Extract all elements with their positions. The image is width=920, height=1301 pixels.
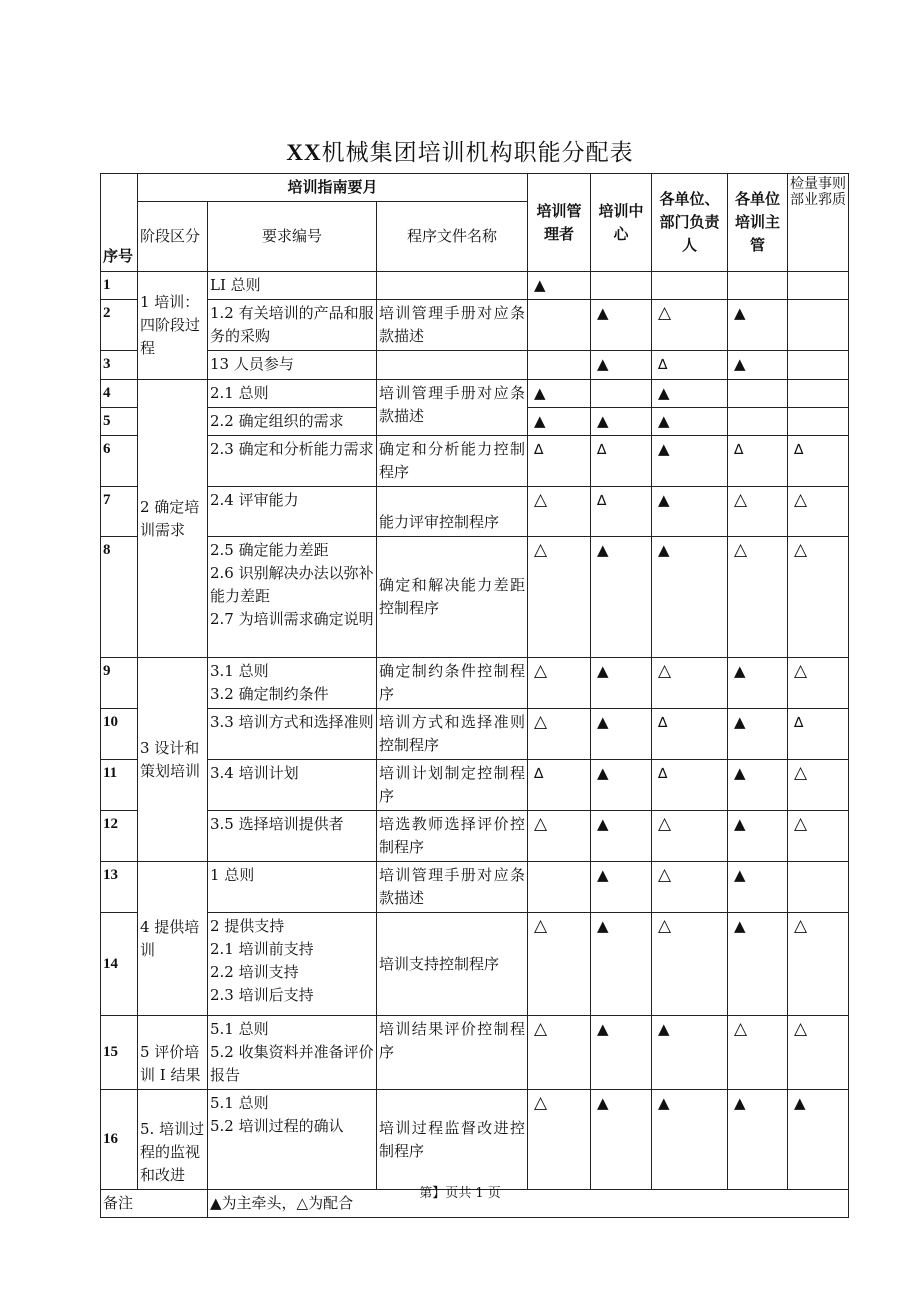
responsibility-cell	[652, 1090, 728, 1190]
responsibility-trainer-manager: △	[534, 661, 548, 681]
requirement-cell	[208, 862, 377, 913]
responsibility-unit-head: ∆	[658, 357, 668, 373]
requirement-item: 3.4 培训计划	[210, 764, 299, 782]
requirement-cell	[208, 658, 377, 709]
document-title	[0, 134, 920, 167]
requirement-item: 3.3 培训方式和选择准则	[210, 713, 374, 731]
requirement-cell	[208, 300, 377, 351]
table-row	[101, 351, 849, 380]
table-row	[101, 436, 849, 487]
responsibility-cell	[591, 1016, 652, 1090]
requirement-item: LI 总则	[210, 276, 261, 294]
responsibility-cell	[528, 300, 591, 351]
responsibility-unit-training-supervisor: ▲	[734, 764, 746, 782]
requirement-item: 13 人员参与	[210, 355, 294, 373]
responsibility-cell	[788, 537, 849, 658]
responsibility-cell	[591, 658, 652, 709]
responsibility-training-center: ▲	[597, 1094, 609, 1112]
header-role-5: 检量事则部业郛质	[788, 174, 849, 272]
row-number: 1	[101, 272, 138, 300]
responsibility-cell	[728, 537, 788, 658]
row-number: 4	[101, 380, 138, 408]
responsibility-cell	[591, 1090, 652, 1190]
responsibility-cell	[728, 658, 788, 709]
responsibility-unit-head: △	[658, 303, 672, 323]
row-number: 13	[101, 862, 138, 913]
responsibility-cell	[728, 709, 788, 760]
responsibility-training-center: ▲	[597, 917, 609, 935]
requirement-cell	[208, 913, 377, 1016]
responsibility-unit-head: ▲	[658, 412, 670, 430]
responsibility-cell	[652, 709, 728, 760]
requirement-item: 2.6 识别解决办法以弥补能力差距	[210, 564, 374, 605]
requirement-cell	[208, 811, 377, 862]
responsibility-cell	[788, 862, 849, 913]
requirement-item: 2.7 为培训需求确定说明	[210, 610, 374, 628]
row-number: 12	[101, 811, 138, 862]
responsibility-unit-head: ▲	[658, 541, 670, 559]
requirement-item: 2.5 确定能力差距	[210, 541, 329, 559]
responsibility-trainer-manager: ∆	[534, 766, 544, 782]
responsibility-training-center: ∆	[597, 442, 607, 458]
requirement-cell	[208, 760, 377, 811]
responsibility-training-center: ▲	[597, 412, 609, 430]
table-row	[101, 862, 849, 913]
responsibility-training-center: ▲	[597, 541, 609, 559]
stage-s2: 2 确定培训需求	[138, 380, 208, 658]
responsibility-cell	[728, 300, 788, 351]
document-name-cell	[377, 272, 528, 300]
responsibility-cell	[528, 380, 591, 408]
table-row	[101, 1090, 849, 1190]
responsibility-cell	[528, 658, 591, 709]
requirement-item: 5.1 总则	[210, 1020, 269, 1038]
responsibility-unit-training-supervisor: ▲	[734, 1094, 746, 1112]
responsibility-unit-training-supervisor: △	[734, 540, 748, 560]
responsibility-quality-dept: △	[794, 540, 808, 560]
responsibility-quality-dept: △	[794, 814, 808, 834]
responsibility-trainer-manager: △	[534, 916, 548, 936]
responsibility-unit-head: ∆	[658, 715, 668, 731]
row-number: 14	[101, 913, 138, 1016]
responsibility-cell	[528, 913, 591, 1016]
responsibility-unit-training-supervisor: ▲	[734, 355, 746, 373]
title-text: 机械集团培训机构职能分配表	[321, 140, 634, 166]
document-name-cell: 培训管理手册对应条款描述	[377, 380, 528, 436]
responsibility-trainer-manager: ∆	[534, 442, 544, 458]
responsibility-quality-dept: ▲	[794, 1094, 806, 1112]
responsibility-training-center: ▲	[597, 662, 609, 680]
responsibility-cell	[788, 436, 849, 487]
responsibility-trainer-manager: △	[534, 1093, 548, 1113]
responsibility-cell	[652, 436, 728, 487]
header-role-4: 各单位培训主管	[728, 174, 788, 272]
responsibility-training-center: ▲	[597, 815, 609, 833]
responsibility-cell	[528, 537, 591, 658]
responsibility-quality-dept: △	[794, 490, 808, 510]
responsibility-unit-head: ▲	[658, 491, 670, 509]
responsibility-training-center: ▲	[597, 1020, 609, 1038]
requirement-item: 5.1 总则	[210, 1094, 269, 1112]
responsibility-cell	[652, 760, 728, 811]
requirement-item: 3.2 确定制约条件	[210, 685, 329, 703]
requirement-cell	[208, 709, 377, 760]
table-row	[101, 272, 849, 300]
row-number: 8	[101, 537, 138, 658]
responsibility-trainer-manager: △	[534, 490, 548, 510]
responsibility-cell	[652, 537, 728, 658]
requirement-item: 2.2 确定组织的需求	[210, 412, 344, 430]
responsibility-training-center: ▲	[597, 355, 609, 373]
responsibility-trainer-manager: ▲	[534, 412, 546, 430]
responsibility-training-center: ▲	[597, 764, 609, 782]
responsibility-cell	[788, 760, 849, 811]
responsibility-training-center: ∆	[597, 493, 607, 509]
row-number: 11	[101, 760, 138, 811]
document-name-cell: 培训支持控制程序	[377, 913, 528, 1016]
responsibility-cell	[652, 658, 728, 709]
responsibility-cell	[652, 380, 728, 408]
requirement-item: 2.3 培训后支持	[210, 986, 314, 1004]
requirement-item: 2 提供支持	[210, 917, 285, 935]
responsibility-unit-head: △	[658, 661, 672, 681]
header-doc: 程序文件名称	[377, 202, 528, 272]
responsibility-cell	[652, 272, 728, 300]
responsibility-cell	[788, 351, 849, 380]
responsibility-training-center: ▲	[597, 713, 609, 731]
responsibility-cell	[652, 300, 728, 351]
responsibility-cell	[728, 272, 788, 300]
requirement-item: 2.4 评审能力	[210, 491, 299, 509]
responsibility-cell	[728, 1090, 788, 1190]
responsibility-cell	[788, 408, 849, 436]
requirement-cell	[208, 380, 377, 408]
document-name-cell: 确定和分析能力控制程序	[377, 436, 528, 487]
responsibility-cell	[788, 300, 849, 351]
responsibility-cell	[788, 913, 849, 1016]
responsibility-trainer-manager: △	[534, 814, 548, 834]
responsibility-cell	[652, 913, 728, 1016]
responsibility-trainer-manager: △	[534, 540, 548, 560]
document-name-cell: 确定和解决能力差距控制程序	[377, 537, 528, 658]
responsibility-cell	[528, 709, 591, 760]
responsibility-training-center: ▲	[597, 866, 609, 884]
requirement-item: 3.1 总则	[210, 662, 269, 680]
document-name-cell: 培训结果评价控制程序	[377, 1016, 528, 1090]
requirement-cell	[208, 272, 377, 300]
table-row	[101, 760, 849, 811]
requirement-item: 2.2 培训支持	[210, 963, 299, 981]
row-number: 5	[101, 408, 138, 436]
page-footer: 第】页共 1 页	[419, 1186, 501, 1201]
document-name-cell: 培训计划制定控制程序	[377, 760, 528, 811]
responsibility-unit-training-supervisor: ▲	[734, 304, 746, 322]
header-role-3: 各单位、部门负责人	[652, 174, 728, 272]
row-number: 9	[101, 658, 138, 709]
header-seq: 序号	[101, 174, 138, 272]
responsibility-unit-head: ∆	[658, 766, 668, 782]
responsibility-cell	[652, 811, 728, 862]
responsibility-trainer-manager: △	[534, 712, 548, 732]
stage-s1: 1 培训：四阶段过程	[138, 272, 208, 380]
requirement-item: 2.1 总则	[210, 384, 269, 402]
responsibility-cell	[591, 408, 652, 436]
requirement-cell	[208, 408, 377, 436]
responsibility-cell	[591, 436, 652, 487]
responsibility-cell	[652, 351, 728, 380]
responsibility-unit-training-supervisor: ▲	[734, 662, 746, 680]
row-number: 7	[101, 487, 138, 537]
responsibility-cell	[788, 487, 849, 537]
responsibility-unit-training-supervisor: ▲	[734, 815, 746, 833]
remark-label: 备注	[101, 1190, 208, 1218]
responsibility-cell	[528, 487, 591, 537]
header-role-1: 培训管理者	[528, 174, 591, 272]
requirement-cell	[208, 1090, 377, 1190]
stage-s4: 4 提供培训	[138, 862, 208, 1016]
stage-s5: 5 评价培训 I 结果	[138, 1016, 208, 1090]
table-row	[101, 709, 849, 760]
requirement-item: 5.2 收集资料并准备评价报告	[210, 1043, 374, 1084]
responsibility-cell	[591, 272, 652, 300]
requirement-item: 2.3 确定和分析能力需求	[210, 440, 374, 458]
header-stage: 阶段区分	[138, 202, 208, 272]
header-role-2: 培训中心	[591, 174, 652, 272]
responsibility-cell	[528, 351, 591, 380]
responsibility-cell	[591, 351, 652, 380]
remark-text: ▲为主牵头，△为配合	[208, 1190, 849, 1218]
responsibility-trainer-manager: △	[534, 1019, 548, 1039]
responsibility-unit-training-supervisor: △	[734, 490, 748, 510]
responsibility-cell	[728, 380, 788, 408]
responsibility-cell	[652, 487, 728, 537]
requirement-item: 5.2 培训过程的确认	[210, 1117, 344, 1135]
responsibility-cell	[591, 487, 652, 537]
responsibility-cell	[728, 408, 788, 436]
responsibility-cell	[652, 862, 728, 913]
requirement-cell	[208, 351, 377, 380]
responsibility-cell	[528, 408, 591, 436]
row-number: 6	[101, 436, 138, 487]
responsibility-cell	[728, 862, 788, 913]
responsibility-unit-training-supervisor: ▲	[734, 917, 746, 935]
row-number: 3	[101, 351, 138, 380]
header-req: 要求编号	[208, 202, 377, 272]
responsibility-quality-dept: △	[794, 661, 808, 681]
responsibility-training-center: ▲	[597, 304, 609, 322]
table-row	[101, 913, 849, 1016]
responsibility-cell	[652, 408, 728, 436]
responsibility-unit-training-supervisor: △	[734, 1019, 748, 1039]
responsibility-unit-head: ▲	[658, 440, 670, 458]
requirement-cell	[208, 436, 377, 487]
responsibility-cell	[728, 436, 788, 487]
document-name-cell: 培训管理手册对应条款描述	[377, 862, 528, 913]
requirement-cell	[208, 1016, 377, 1090]
table-row	[101, 380, 849, 408]
responsibility-cell	[591, 300, 652, 351]
responsibility-cell	[728, 760, 788, 811]
requirement-cell	[208, 487, 377, 537]
responsibility-cell	[728, 351, 788, 380]
row-number: 15	[101, 1016, 138, 1090]
responsibility-cell	[788, 658, 849, 709]
row-number: 16	[101, 1090, 138, 1190]
responsibility-cell	[591, 811, 652, 862]
responsibility-cell	[528, 760, 591, 811]
document-name-cell: 培选教师选择评价控制程序	[377, 811, 528, 862]
document-name-cell: 培训过程监督改进控制程序	[377, 1090, 528, 1190]
responsibility-cell	[591, 760, 652, 811]
requirement-item: 1.2 有关培训的产品和服务的采购	[210, 304, 374, 345]
responsibility-cell	[788, 811, 849, 862]
responsibility-quality-dept: ∆	[794, 442, 804, 458]
responsibility-cell	[788, 380, 849, 408]
responsibility-cell	[591, 537, 652, 658]
header-guide: 培训指南要月	[138, 174, 528, 202]
responsibility-unit-head: △	[658, 916, 672, 936]
document-name-cell: 培训方式和选择准则控制程序	[377, 709, 528, 760]
responsibility-cell	[591, 862, 652, 913]
responsibility-cell	[528, 811, 591, 862]
responsibility-cell	[728, 811, 788, 862]
responsibility-cell	[528, 436, 591, 487]
responsibility-cell	[528, 1090, 591, 1190]
responsibility-cell	[788, 272, 849, 300]
responsibility-quality-dept: △	[794, 1019, 808, 1039]
responsibility-unit-head: ▲	[658, 1094, 670, 1112]
table-row	[101, 658, 849, 709]
table-row	[101, 300, 849, 351]
requirement-cell	[208, 537, 377, 658]
responsibility-cell	[591, 709, 652, 760]
table-row	[101, 537, 849, 658]
stage-s3: 3 设计和策划培训	[138, 658, 208, 862]
document-name-cell: 培训管理手册对应条款描述	[377, 300, 528, 351]
responsibility-unit-training-supervisor: ∆	[734, 442, 744, 458]
requirement-item: 3.5 选择培训提供者	[210, 815, 344, 833]
responsibility-unit-head: △	[658, 865, 672, 885]
responsibility-cell	[528, 1016, 591, 1090]
function-allocation-table	[100, 173, 849, 1218]
requirement-item: 1 总则	[210, 866, 255, 884]
stage-s6: 5. 培训过程的监视和改进	[138, 1090, 208, 1190]
document-name-cell: 能力评审控制程序	[377, 487, 528, 537]
responsibility-cell	[728, 1016, 788, 1090]
responsibility-cell	[591, 913, 652, 1016]
document-name-cell	[377, 351, 528, 380]
row-number: 2	[101, 300, 138, 351]
responsibility-cell	[788, 1090, 849, 1190]
responsibility-unit-head: △	[658, 814, 672, 834]
responsibility-quality-dept: △	[794, 916, 808, 936]
table-row	[101, 1016, 849, 1090]
table-row	[101, 487, 849, 537]
responsibility-unit-head: ▲	[658, 1020, 670, 1038]
row-number: 10	[101, 709, 138, 760]
responsibility-unit-training-supervisor: ▲	[734, 866, 746, 884]
title-prefix: XX	[286, 140, 322, 165]
responsibility-quality-dept: ∆	[794, 715, 804, 731]
responsibility-unit-training-supervisor: ▲	[734, 713, 746, 731]
requirement-item: 2.1 培训前支持	[210, 940, 314, 958]
responsibility-cell	[788, 1016, 849, 1090]
responsibility-trainer-manager: ▲	[534, 384, 546, 402]
responsibility-unit-head: ▲	[658, 384, 670, 402]
responsibility-quality-dept: △	[794, 763, 808, 783]
responsibility-trainer-manager: ▲	[534, 276, 546, 294]
table-row	[101, 811, 849, 862]
responsibility-cell	[528, 272, 591, 300]
responsibility-cell	[788, 709, 849, 760]
document-name-cell: 确定制约条件控制程序	[377, 658, 528, 709]
responsibility-cell	[728, 487, 788, 537]
responsibility-cell	[591, 380, 652, 408]
responsibility-cell	[528, 862, 591, 913]
responsibility-cell	[728, 913, 788, 1016]
responsibility-cell	[652, 1016, 728, 1090]
